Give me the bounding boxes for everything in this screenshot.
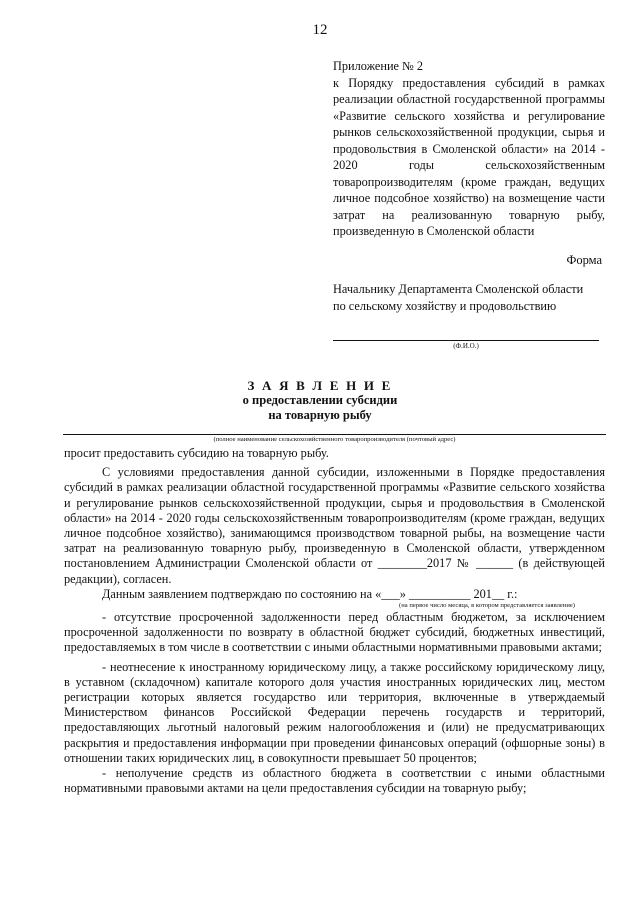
applicant-caption: (полное наименование сельскохозяйственного товаропроизводителя (почтовый адрес): [213, 436, 456, 443]
addressee-block: [333, 281, 605, 315]
appendix-text: к Порядку предоставления субсидий в рамках реализации областной государственной программы «Развитие сельского хозяйства и регулирование рынков сельскохозяйственной продукции, сырья и продовольствия в Смоленской области» на 2014 - 2020 годы сельскохозяйственным товаропроизводителям (кроме граждан, ведущих личное подсобное хозяйство) на возмещение части затрат на реализованную товарную рыбу, произведенную в Смоленской области: [333, 75, 605, 238]
fio-caption: (Ф.И.О.): [453, 342, 479, 350]
title-line-2: о предоставлении субсидии: [242, 393, 398, 407]
paragraph-confirmation: Данным заявлением подтверждаю по состоянию на «___» __________ 201__ г.:: [102, 586, 518, 601]
title-line-3: на товарную рыбу: [268, 408, 372, 422]
document-title: [0, 378, 640, 423]
bullet-not-foreign: - неотнесение к иностранному юридическому лицу, а также российскому юридическому лицу, в уставном (складочном) капитале которого доля участия иностранных юридических лиц, местом регистрации которых является государство или территория, включенные в утверждаемый Министерством финансов Российской Федерации перечень государств и территорий, предоставляющих льготный налоговый режим налогообложения и (или) не предусматривающих раскрытия и предоставления информации при проведении финансовых операций (офшорные зоны) в отношении таких юридических лиц, в совокупности превышает 50 процентов;: [64, 659, 605, 765]
bullet-no-debt: - отсутствие просроченной задолженности перед областным бюджетом, за исключением просроченной задолженности по возврату в областной бюджет субсидий, бюджетных инвестиций, предоставляемых в том числе в соответствии с иными областными нормативными правовыми актами;: [64, 610, 605, 655]
appendix-block: [333, 58, 605, 240]
applicant-fill-line: [63, 434, 606, 435]
appendix-heading: Приложение № 2: [333, 59, 424, 73]
body-text: [64, 446, 605, 796]
fio-signature-line: [333, 340, 599, 341]
paragraph-conditions: С условиями предоставления данной субсидии, изложенными в Порядке предоставления субсидий в рамках реализации областной государственной программы «Развитие сельского хозяйства и регулирование рынков сельскохозяйственной продукции, сырья и продовольствия в Смоленской области» на 2014 - 2020 годы сельскохозяйственным товаропроизводителям (кроме граждан, ведущих личное подсобное хозяйство), занимающимся производством товарной рыбы, на возмещение части затрат на реализованную товарную рыбу, произведенную в Смоленской области, утвержденном постановлением Администрации Смоленской области от ________2017 № ______ (в действующей редакции), согласен.: [64, 465, 605, 586]
title-line-1: З А Я В Л Е Н И Е: [247, 378, 393, 393]
form-label: Форма: [566, 253, 602, 267]
paragraph-request: просит предоставить субсидию на товарную рыбу.: [64, 446, 329, 460]
date-caption: (на первое число месяца, в котором представляется заявление): [399, 602, 575, 610]
page-number: 12: [312, 22, 328, 38]
bullet-no-other-funds: - неполучение средств из областного бюджета в соответствии с иными областными нормативными правовыми актами на цели предоставления субсидии на товарную рыбу;: [64, 766, 605, 796]
addressee-line-2: по сельскому хозяйству и продовольствию: [333, 299, 557, 313]
addressee-line-1: Начальнику Департамента Смоленской области: [333, 282, 584, 296]
